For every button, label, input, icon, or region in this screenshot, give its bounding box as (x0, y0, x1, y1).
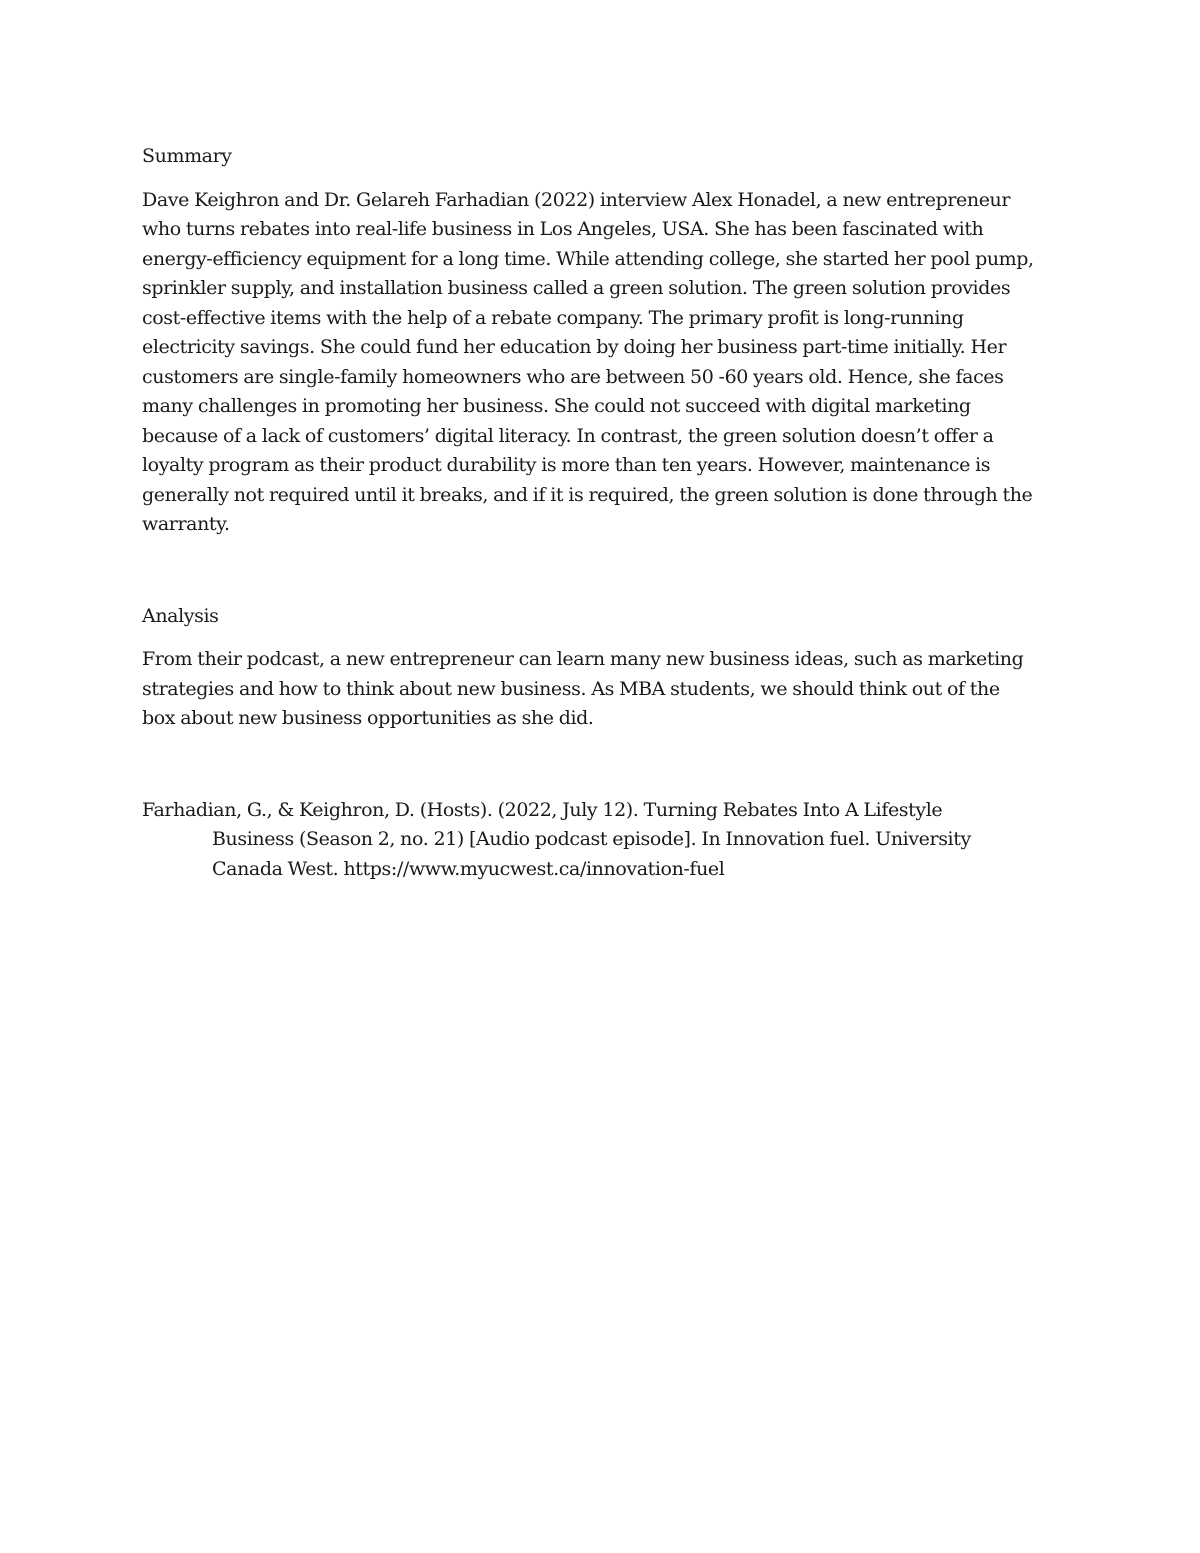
analysis-paragraph (142, 645, 1060, 734)
summary-paragraph (142, 186, 1060, 540)
analysis-heading: Analysis (142, 604, 219, 627)
summary-heading: Summary (142, 145, 232, 167)
reference-line: Business (Season 2, no. 21) [Audio podcast episode]. In Innovation fuel. University (212, 828, 971, 850)
summary-line: who turns rebates into real-life business in Los Angeles, USA. She has been fascinated with (142, 218, 984, 240)
summary-line: energy-efficiency equipment for a long time. While attending college, she started her pool pump, (142, 247, 1034, 270)
summary-line: electricity savings. She could fund her education by doing her business part-time initially. Her (142, 336, 1007, 358)
reference-citation (142, 796, 1060, 885)
summary-line: generally not required until it breaks, and if it is required, the green solution is done through the (142, 483, 1033, 506)
summary-line: sprinkler supply, and installation business called a green solution. The green solution provides (142, 277, 1011, 299)
document-body (142, 142, 1060, 884)
analysis-line: box about new business opportunities as she did. (142, 707, 594, 729)
summary-line: loyalty program as their product durability is more than ten years. However, maintenance is (142, 454, 991, 476)
summary-line: cost-effective items with the help of a rebate company. The primary profit is long-running (142, 306, 964, 329)
summary-line: many challenges in promoting her business. She could not succeed with digital marketing (142, 395, 971, 417)
reference-line: Farhadian, G., & Keighron, D. (Hosts). (2022, July 12). Turning Rebates Into A Lifestyle (142, 798, 943, 821)
analysis-line: strategies and how to think about new business. As MBA students, we should think out of the (142, 677, 1000, 700)
analysis-line: From their podcast, a new entrepreneur can learn many new business ideas, such as marketing (142, 648, 1024, 670)
summary-line: customers are single-family homeowners who are between 50 -60 years old. Hence, she faces (142, 365, 1004, 388)
summary-line: because of a lack of customers’ digital literacy. In contrast, the green solution doesn’t offer a (142, 424, 994, 447)
summary-line: Dave Keighron and Dr. Gelareh Farhadian (2022) interview Alex Honadel, a new entrepreneur (142, 188, 1011, 211)
summary-line: warranty. (142, 513, 230, 535)
reference-line: Canada West. https://www.myucwest.ca/innovation-fuel (212, 857, 725, 880)
